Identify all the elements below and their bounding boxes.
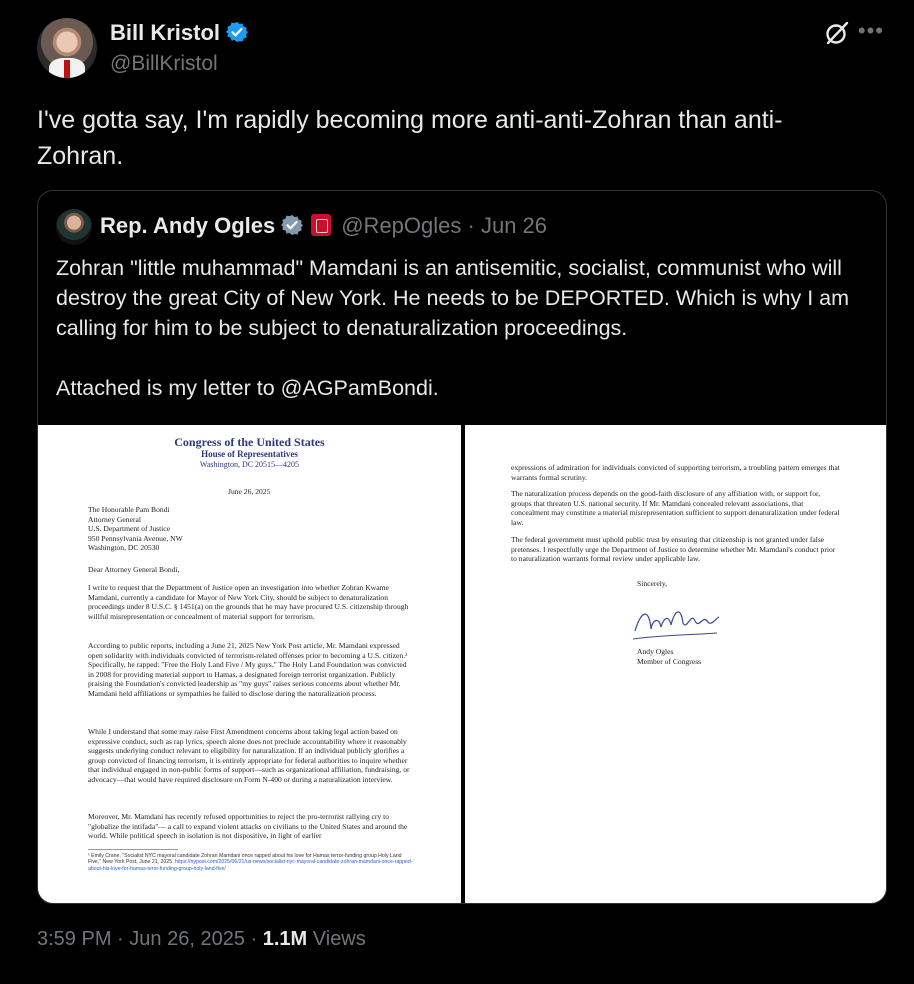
tweet-text: I've gotta say, I'm rapidly becoming more anti-anti-Zohran than anti-Zohran. xyxy=(37,106,783,170)
letter-recipient: The Honorable Pam Bondi Attorney General U.S. Department of Justice 950 Pennsylvania Avenue, NW Washington, DC 20530 xyxy=(88,505,183,553)
author-name-row[interactable] xyxy=(110,20,248,46)
letter-paragraph: expressions of admiration for individuals convicted of supporting terrorism, a troubling pattern emerges that warrants formal scrutiny. xyxy=(511,463,840,482)
signature-icon xyxy=(631,601,721,645)
tweet-time[interactable]: 3:59 PM xyxy=(37,928,112,950)
quoted-paragraph: Zohran "little muhammad" Mamdani is an antisemitic, socialist, communist who will destroy the great City of New York. He needs to be DEPORTED. Which is why I am calling for him to be subject to denaturalization proceedings. xyxy=(56,256,850,340)
letter-closing: Sincerely, xyxy=(637,579,668,588)
more-options-icon[interactable]: ••• xyxy=(857,18,884,43)
letterhead-title: Congress of the United States xyxy=(174,435,325,449)
quoted-handle: @RepOgles xyxy=(341,213,462,238)
quoted-paragraph: Attached is my letter to @AGPamBondi. xyxy=(56,376,439,400)
quoted-date[interactable]: Jun 26 xyxy=(480,213,548,238)
quoted-verified-badge-icon xyxy=(281,214,303,236)
quoted-avatar[interactable] xyxy=(56,209,92,245)
letter-signer: Andy Ogles Member of Congress xyxy=(637,647,702,666)
letter-paragraph: The federal government must uphold public trust by ensuring that citizenship is not granted under false pretenses. I respectfully urge the Department of Justice to determine whether Mr. Mamdani's conduct prior to naturalization warrants formal review under applicable law. xyxy=(511,535,836,564)
quoted-text xyxy=(56,253,871,433)
letter-paragraph: The naturalization process depends on the good-faith disclosure of any affiliation with, or support for, groups that threaten U.S. national security. If Mr. Mamdani concealed relevant associations, that concealment may constitute a material misrepresentation sufficient to support denaturalization under federal law. xyxy=(511,489,840,527)
author-handle[interactable]: @BillKristol xyxy=(110,52,218,75)
footnote-link: https://nypost.com/2025/06/21/us-news/socialist-nyc-mayoral-candidate-zohran-mamdani-once-rapped-about-his-love-for-hamas-teror-funding-group-holy-land-five/ xyxy=(88,859,413,872)
views-count: 1.1M xyxy=(262,928,308,950)
quoted-name-row: Rep. Andy Ogles @RepOgles · Jun 26 xyxy=(100,213,548,238)
grok-icon[interactable] xyxy=(824,20,850,46)
tweet-date[interactable]: Jun 26, 2025 xyxy=(129,928,245,950)
letter-paragraph: According to public reports, including a June 21, 2025 New York Post article, Mr. Mamdani expressed open solidarity with individuals convicted of terrorism-related offenses prior to becoming a U.S. citizen.¹ Specifically, he rapped: "Free the Holy Land Five / My guys." The Holy Land Foundation was convicted in 2008 for providing material support to Hamas, a designated foreign terrorist organization. Publicly praising the Foundation's convicted leadership as "my guys" raises serious concerns about whether Mr. Mamdani held affiliations or sympathies he failed to disclose during the naturalization process. xyxy=(88,641,408,698)
letter-footnote: ¹ Emily Crane, "Socialist NYC mayoral candidate Zohran Mamdani once rapped about his love for Hamas terror-funding group Holy Land Five," New York Post, June 21, 2025. https://nypost.com/2025/06/21/us-news/socialist-nyc-mayoral-candidate-zohran-mamdani-once-rapped-about-his-love-for-hamas-teror-funding-group-holy-land-five/ xyxy=(88,853,413,872)
quoted-tweet[interactable] xyxy=(37,190,887,904)
letterhead-subtitle: House of Representatives xyxy=(201,449,298,459)
letter-paragraph: I write to request that the Department of Justice open an investigation into whether Zohran Kwame Mamdani, currently a candidate for Mayor of New York City, should be subject to denaturalization proceedings under 8 U.S.C. § 1451(a) on the grounds that he may have procured U.S. citizenship through willful misrepresentation or concealment of material support for terrorism. xyxy=(88,583,409,621)
letter-paragraph: While I understand that some may raise First Amendment concerns about taking legal action based on expressive conduct, such as rap lyrics, speech alone does not preclude accountability where it reasonably suggests underlying conduct relevant to eligibility for naturalization. If an individual publicly glorifies a group convicted of financing terrorism, it is entirely appropriate for federal authorities to inquire whether that individual engaged in non-public forms of support—such as organizational affiliation, fundraising, or advocacy—that would have required disclosure on Form N-400 or during a naturalization interview. xyxy=(88,727,410,784)
letter-image-page-2[interactable] xyxy=(465,425,886,903)
quoted-name[interactable]: Rep. Andy Ogles xyxy=(100,213,276,238)
government-affiliation-icon xyxy=(311,214,331,236)
author-name[interactable]: Bill Kristol xyxy=(110,20,221,45)
letter-paragraph: Moreover, Mr. Mamdani has recently refused opportunities to reject the pro-terrorist rallying cry to "globalize the intifada"— a call to expand violent attacks on civilians to the United States and around the world. While political speech in isolation is not dispositive, in light of earlier xyxy=(88,812,408,841)
letterhead-address: Washington, DC 20515—4205 xyxy=(199,460,300,469)
letter-image-page-1[interactable] xyxy=(38,425,461,903)
views-label: Views xyxy=(312,928,366,950)
verified-badge-icon xyxy=(226,21,248,43)
letter-date: June 26, 2025 xyxy=(228,487,271,496)
author-avatar[interactable] xyxy=(37,18,97,78)
letter-salutation: Dear Attorney General Bondi, xyxy=(88,565,180,574)
tweet-meta: 3:59 PM · Jun 26, 2025 · 1.1M Views xyxy=(37,928,366,950)
